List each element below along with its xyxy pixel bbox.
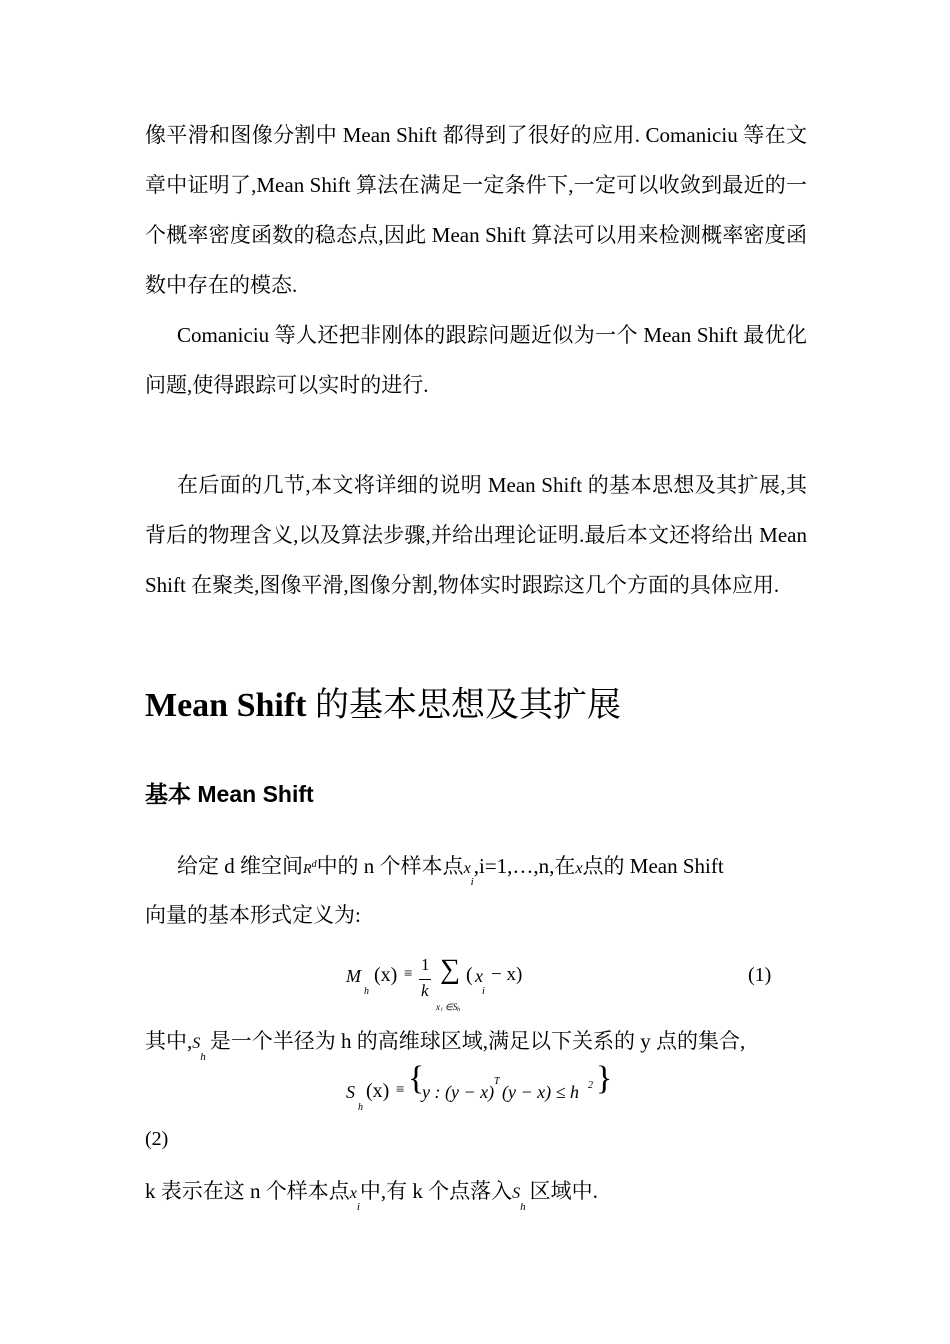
text-segment: ,i=1,…,n,在 [473, 854, 576, 878]
math-x: x [463, 860, 471, 877]
subsection-heading: 基本 Mean Shift [145, 781, 314, 807]
eq1-xi: x [475, 966, 483, 986]
eq1-open: ( [466, 964, 473, 986]
eq1-number: (1) [748, 964, 772, 986]
eq1-under-i: i [441, 1007, 443, 1013]
math-x: x [349, 1185, 357, 1202]
eq1-equiv: ≡ [404, 966, 413, 982]
eq1-rest: − x) [491, 964, 523, 985]
eq2-brace-left: { [408, 1060, 425, 1097]
math-h: h [520, 1201, 526, 1213]
math-S: S [512, 1185, 521, 1202]
math-i: i [470, 876, 474, 888]
eq1-i: i [482, 986, 485, 997]
text-segment: 给定 d 维空间 [177, 854, 303, 878]
paragraph-1: 像平滑和图像分割中 Mean Shift 都得到了很好的应用. Comaniciu 等在文章中证明了,Mean Shift 算法在满足一定条件下,一定可以收敛到最近的一个概率密度函数的稳态点,因此 Mean Shift 算法可以用来检测概率密度函数中存在的模态. [145, 123, 807, 297]
text-segment: 中,有 k 个点落入 [359, 1179, 513, 1203]
eq1-frac-den: k [421, 981, 429, 1000]
text-segment: 点的 Mean Shift [582, 854, 724, 878]
eq2-number: (2) [145, 1128, 169, 1150]
eq2-body: y : (y − x) [422, 1082, 495, 1102]
paragraph-4-line-2: 向量的基本形式定义为: [145, 903, 361, 927]
eq1-under-h: h [457, 1007, 460, 1013]
eq2-lhs: (x) [366, 1080, 390, 1102]
eq1-frac-bar [419, 979, 431, 980]
eq1-frac-num: 1 [421, 955, 430, 974]
math-h: h [200, 1051, 206, 1063]
eq2-S: S [346, 1082, 355, 1102]
heading-latin: Mean Shift [145, 687, 307, 724]
eq2-T: T [494, 1076, 500, 1087]
eq1-M: M [346, 966, 361, 986]
math-x: x [575, 860, 583, 877]
text-segment: 其中, [145, 1029, 193, 1053]
paragraph-6 [145, 1176, 598, 1213]
text-segment: 是一个半径为 h 的高维球区域,满足以下关系的 y 点的集合, [209, 1029, 746, 1053]
eq2-brace-right: } [596, 1060, 613, 1097]
section-heading [145, 680, 621, 732]
text-segment: 中的 n 个样本点 [316, 854, 464, 878]
text-segment: 区域中. [529, 1179, 598, 1203]
eq1-under-rel: ∈S [445, 1002, 458, 1012]
eq1-lhs: (x) [374, 964, 398, 986]
paragraph-3: 在后面的几节,本文将详细的说明 Mean Shift 的基本思想及其扩展,其背后的物理含义,以及算法步骤,并给出理论证明.最后本文还将给出 Mean Shift 在聚类,图像平滑,图像分割,物体实时跟踪这几个方面的具体应用. [145, 473, 807, 597]
paragraph-5 [145, 1026, 746, 1063]
math-d: d [311, 859, 317, 870]
math-R: R [303, 862, 312, 877]
heading-chinese: 的基本思想及其扩展 [315, 687, 621, 724]
text-segment: k 表示在这 n 个样本点 [145, 1179, 350, 1203]
math-S: S [192, 1035, 201, 1052]
eq1-h: h [364, 986, 369, 997]
paragraph-4-line-1 [177, 851, 724, 886]
math-i: i [356, 1201, 360, 1213]
eq2-h: h [358, 1102, 363, 1113]
eq2-two: 2 [588, 1080, 593, 1091]
eq1-under-x: x [436, 1002, 440, 1012]
eq1-sigma: ∑ [440, 954, 460, 985]
paragraph-2: Comaniciu 等人还把非刚体的跟踪问题近似为一个 Mean Shift 最优化问题,使得跟踪可以实时的进行. [145, 323, 807, 397]
eq2-equiv: ≡ [396, 1082, 405, 1098]
eq2-body2: (y − x) ≤ h [502, 1082, 579, 1102]
